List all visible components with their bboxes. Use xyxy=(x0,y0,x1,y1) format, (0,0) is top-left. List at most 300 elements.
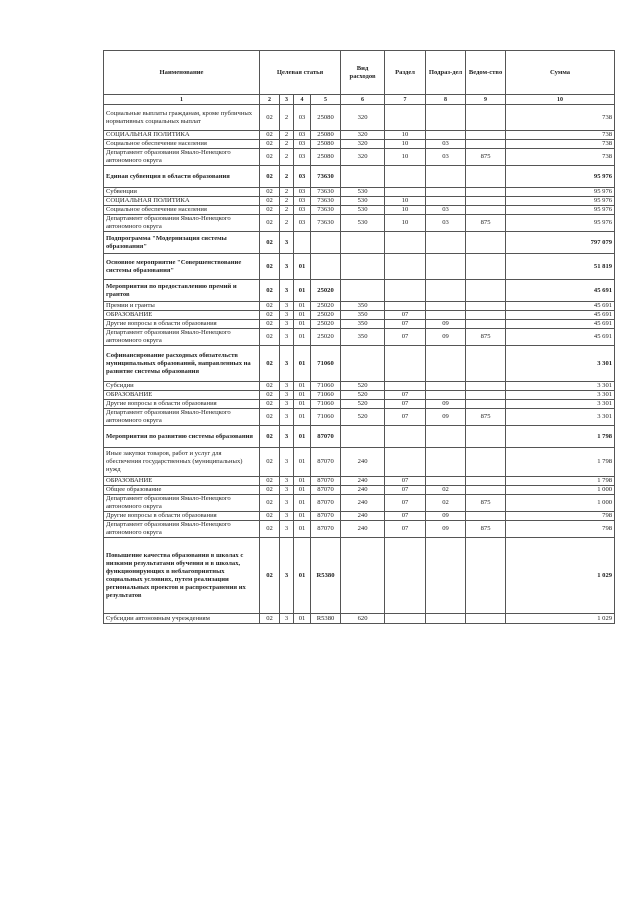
table-cell: 01 xyxy=(294,329,311,346)
table-row xyxy=(104,400,615,409)
table-cell xyxy=(426,477,466,486)
table-cell: 875 xyxy=(466,521,506,538)
table-cell: Департамент образования Ямало-Ненецкого автономного округа xyxy=(104,495,260,512)
table-cell: 01 xyxy=(294,538,311,614)
table-cell: Субсидии автономным учреждениям xyxy=(104,614,260,624)
table-cell: 45 691 xyxy=(506,302,615,311)
table-cell: 07 xyxy=(385,400,426,409)
table-cell: 01 xyxy=(294,495,311,512)
table-cell: 95 976 xyxy=(506,188,615,197)
table-cell: Социальное обеспечение населения xyxy=(104,206,260,215)
table-row xyxy=(104,232,615,254)
table-cell: 240 xyxy=(341,495,385,512)
table-cell: 3 301 xyxy=(506,409,615,426)
table-cell: ОБРАЗОВАНИЕ xyxy=(104,477,260,486)
table-cell: 1 029 xyxy=(506,614,615,624)
table-cell: 07 xyxy=(385,409,426,426)
table-cell: 03 xyxy=(426,206,466,215)
table-cell: 02 xyxy=(260,477,280,486)
table-cell: 320 xyxy=(341,140,385,149)
table-cell: 87070 xyxy=(311,495,341,512)
header-row xyxy=(104,51,615,95)
table-cell: 09 xyxy=(426,512,466,521)
table-cell: 73630 xyxy=(311,215,341,232)
table-row xyxy=(104,215,615,232)
table-cell: 240 xyxy=(341,477,385,486)
table-cell: 02 xyxy=(260,131,280,140)
header-target: Целевая статья xyxy=(260,51,341,95)
table-cell: 875 xyxy=(466,409,506,426)
budget-table xyxy=(103,50,615,624)
table-cell: Общее образование xyxy=(104,486,260,495)
table-cell xyxy=(426,614,466,624)
table-cell: 51 819 xyxy=(506,254,615,280)
table-cell: Другие вопросы в области образования xyxy=(104,400,260,409)
table-row xyxy=(104,382,615,391)
table-cell: 02 xyxy=(426,486,466,495)
table-cell: 03 xyxy=(294,197,311,206)
column-number: 10 xyxy=(506,95,615,105)
table-cell: 3 xyxy=(280,448,294,477)
table-cell: 3 xyxy=(280,280,294,302)
table-cell: 03 xyxy=(294,131,311,140)
table-cell: 02 xyxy=(260,188,280,197)
table-row xyxy=(104,166,615,188)
table-cell xyxy=(466,197,506,206)
table-cell: Субвенции xyxy=(104,188,260,197)
table-cell xyxy=(426,391,466,400)
table-cell: 3 xyxy=(280,512,294,521)
table-cell: 01 xyxy=(294,614,311,624)
table-row xyxy=(104,105,615,131)
table-cell xyxy=(466,400,506,409)
table-cell: 01 xyxy=(294,400,311,409)
table-cell: 09 xyxy=(426,409,466,426)
table-cell: 07 xyxy=(385,486,426,495)
table-cell: 73630 xyxy=(311,166,341,188)
table-cell: 2 xyxy=(280,197,294,206)
table-cell: 25080 xyxy=(311,105,341,131)
table-cell: 240 xyxy=(341,448,385,477)
table-cell: 738 xyxy=(506,149,615,166)
table-cell: 02 xyxy=(260,521,280,538)
table-cell: 73630 xyxy=(311,206,341,215)
table-cell xyxy=(385,382,426,391)
table-cell: Департамент образования Ямало-Ненецкого автономного округа xyxy=(104,409,260,426)
table-cell: 02 xyxy=(260,614,280,624)
table-cell: 25020 xyxy=(311,311,341,320)
table-cell: 738 xyxy=(506,140,615,149)
table-cell: 620 xyxy=(341,614,385,624)
table-cell xyxy=(426,280,466,302)
table-cell xyxy=(466,280,506,302)
table-cell: 45 691 xyxy=(506,311,615,320)
table-cell: 07 xyxy=(385,521,426,538)
table-cell: 02 xyxy=(260,206,280,215)
table-cell: 875 xyxy=(466,329,506,346)
table-cell: 530 xyxy=(341,215,385,232)
table-cell: Мероприятия по развитию системы образования xyxy=(104,426,260,448)
table-cell: 73630 xyxy=(311,188,341,197)
column-number: 3 xyxy=(280,95,294,105)
table-cell: 320 xyxy=(341,149,385,166)
table-row xyxy=(104,302,615,311)
table-cell: 738 xyxy=(506,131,615,140)
table-cell: 01 xyxy=(294,320,311,329)
table-cell: Иные закупки товаров, работ и услуг для обеспечения государственных (муниципальных) нужд xyxy=(104,448,260,477)
table-cell: 95 976 xyxy=(506,166,615,188)
table-cell xyxy=(466,448,506,477)
table-cell: 520 xyxy=(341,409,385,426)
table-cell: 03 xyxy=(294,215,311,232)
column-number: 6 xyxy=(341,95,385,105)
table-row xyxy=(104,197,615,206)
table-cell xyxy=(466,311,506,320)
table-cell: 350 xyxy=(341,311,385,320)
table-cell: 25020 xyxy=(311,329,341,346)
table-cell xyxy=(341,232,385,254)
header-dept: Ведом-ство xyxy=(466,51,506,95)
table-row xyxy=(104,329,615,346)
table-cell: 3 xyxy=(280,538,294,614)
table-cell: 3 xyxy=(280,346,294,382)
table-cell xyxy=(466,302,506,311)
table-cell: 07 xyxy=(385,512,426,521)
table-cell: 03 xyxy=(294,149,311,166)
table-cell: 1 000 xyxy=(506,495,615,512)
table-cell: 01 xyxy=(294,311,311,320)
table-cell: 87070 xyxy=(311,486,341,495)
table-cell xyxy=(341,346,385,382)
table-cell: 1 798 xyxy=(506,426,615,448)
table-cell xyxy=(385,232,426,254)
table-cell xyxy=(385,166,426,188)
table-cell: 87070 xyxy=(311,477,341,486)
table-cell: 07 xyxy=(385,329,426,346)
table-cell: 02 xyxy=(260,329,280,346)
table-cell: 240 xyxy=(341,486,385,495)
table-cell: 02 xyxy=(260,346,280,382)
table-cell xyxy=(426,302,466,311)
table-cell: 02 xyxy=(260,391,280,400)
table-cell: 02 xyxy=(260,166,280,188)
table-cell: 02 xyxy=(260,280,280,302)
table-row xyxy=(104,280,615,302)
table-cell: 3 xyxy=(280,400,294,409)
table-row xyxy=(104,614,615,624)
table-cell: Основное мероприятие "Совершенствование системы образования" xyxy=(104,254,260,280)
column-number: 2 xyxy=(260,95,280,105)
table-cell: 875 xyxy=(466,495,506,512)
table-cell xyxy=(341,254,385,280)
table-cell: 02 xyxy=(260,140,280,149)
table-row xyxy=(104,320,615,329)
table-cell: 10 xyxy=(385,206,426,215)
table-cell: 02 xyxy=(260,495,280,512)
table-cell: 01 xyxy=(294,477,311,486)
table-cell: 02 xyxy=(260,448,280,477)
table-cell: 350 xyxy=(341,329,385,346)
column-number: 8 xyxy=(426,95,466,105)
table-cell: Единая субвенция в области образования xyxy=(104,166,260,188)
table-cell: 3 301 xyxy=(506,346,615,382)
table-cell xyxy=(341,426,385,448)
table-cell: 87070 xyxy=(311,512,341,521)
table-cell xyxy=(466,538,506,614)
table-row xyxy=(104,512,615,521)
table-cell xyxy=(385,188,426,197)
table-cell: 3 301 xyxy=(506,391,615,400)
table-cell: 71060 xyxy=(311,346,341,382)
header-kind: Вид расходов xyxy=(341,51,385,95)
table-cell: R5380 xyxy=(311,614,341,624)
table-cell: 738 xyxy=(506,105,615,131)
table-cell: 25020 xyxy=(311,302,341,311)
table-cell xyxy=(426,197,466,206)
table-cell xyxy=(466,320,506,329)
table-cell: 25020 xyxy=(311,320,341,329)
table-cell xyxy=(466,131,506,140)
table-body xyxy=(104,105,615,624)
table-cell: 3 xyxy=(280,486,294,495)
table-cell: 3 301 xyxy=(506,400,615,409)
table-cell: 03 xyxy=(294,140,311,149)
table-cell: 07 xyxy=(385,391,426,400)
table-cell xyxy=(426,131,466,140)
table-cell: 240 xyxy=(341,512,385,521)
table-cell xyxy=(341,280,385,302)
table-cell: 3 xyxy=(280,302,294,311)
header-sum: Сумма xyxy=(506,51,615,95)
table-cell: 03 xyxy=(426,140,466,149)
table-cell xyxy=(466,166,506,188)
table-cell: 02 xyxy=(260,215,280,232)
table-cell: 01 xyxy=(294,302,311,311)
table-cell: Другие вопросы в области образования xyxy=(104,320,260,329)
table-cell: 25020 xyxy=(311,280,341,302)
table-cell: 45 691 xyxy=(506,280,615,302)
table-cell: 02 xyxy=(260,320,280,329)
table-cell: ОБРАЗОВАНИЕ xyxy=(104,311,260,320)
table-cell: Департамент образования Ямало-Ненецкого автономного округа xyxy=(104,215,260,232)
table-cell: 01 xyxy=(294,409,311,426)
table-cell xyxy=(466,105,506,131)
table-cell: 95 976 xyxy=(506,215,615,232)
table-cell: 10 xyxy=(385,140,426,149)
table-cell: 73630 xyxy=(311,197,341,206)
table-cell xyxy=(385,280,426,302)
header-subsection: Подраз-дел xyxy=(426,51,466,95)
table-cell: 3 xyxy=(280,232,294,254)
table-cell xyxy=(466,254,506,280)
table-row xyxy=(104,131,615,140)
table-cell xyxy=(341,538,385,614)
table-cell: 2 xyxy=(280,131,294,140)
table-cell: 02 xyxy=(260,409,280,426)
table-cell xyxy=(466,614,506,624)
table-row xyxy=(104,311,615,320)
table-cell xyxy=(426,346,466,382)
table-cell xyxy=(385,426,426,448)
table-cell: 02 xyxy=(260,149,280,166)
table-cell: 71060 xyxy=(311,382,341,391)
table-cell: 02 xyxy=(260,538,280,614)
table-cell: 3 xyxy=(280,477,294,486)
table-cell xyxy=(385,346,426,382)
column-number: 5 xyxy=(311,95,341,105)
table-row xyxy=(104,495,615,512)
table-cell: 07 xyxy=(385,495,426,512)
table-cell: 02 xyxy=(426,495,466,512)
table-cell: 71060 xyxy=(311,409,341,426)
table-cell: 01 xyxy=(294,486,311,495)
table-cell: 01 xyxy=(294,426,311,448)
table-cell: Социальные выплаты гражданам, кроме публичных нормативных социальных выплат xyxy=(104,105,260,131)
table-cell xyxy=(426,254,466,280)
table-cell xyxy=(466,188,506,197)
table-cell: 1 000 xyxy=(506,486,615,495)
table-cell: 520 xyxy=(341,382,385,391)
table-cell: 240 xyxy=(341,521,385,538)
table-cell: 87070 xyxy=(311,448,341,477)
table-cell: СОЦИАЛЬНАЯ ПОЛИТИКА xyxy=(104,131,260,140)
table-cell: 10 xyxy=(385,215,426,232)
column-number: 4 xyxy=(294,95,311,105)
header-name: Наименование xyxy=(104,51,260,95)
table-cell xyxy=(466,426,506,448)
table-cell: 2 xyxy=(280,166,294,188)
table-cell: 25080 xyxy=(311,149,341,166)
table-cell: 02 xyxy=(260,400,280,409)
table-cell: 2 xyxy=(280,105,294,131)
table-cell: 01 xyxy=(294,346,311,382)
table-row xyxy=(104,486,615,495)
table-cell: 03 xyxy=(426,215,466,232)
table-cell: СОЦИАЛЬНАЯ ПОЛИТИКА xyxy=(104,197,260,206)
table-cell: Субсидии xyxy=(104,382,260,391)
table-cell: Подпрограмма "Модернизация системы образования" xyxy=(104,232,260,254)
table-cell xyxy=(426,105,466,131)
table-cell: 2 xyxy=(280,140,294,149)
table-cell: 01 xyxy=(294,512,311,521)
column-number-row xyxy=(104,95,615,105)
table-cell: 3 xyxy=(280,426,294,448)
table-cell: 03 xyxy=(426,149,466,166)
table-cell: 03 xyxy=(294,166,311,188)
table-cell: 03 xyxy=(294,188,311,197)
table-cell xyxy=(466,382,506,391)
table-cell: 3 xyxy=(280,409,294,426)
table-cell: 3 xyxy=(280,382,294,391)
table-cell: 02 xyxy=(260,232,280,254)
table-cell: 87070 xyxy=(311,521,341,538)
table-cell: 02 xyxy=(260,105,280,131)
table-cell: 07 xyxy=(385,311,426,320)
table-row xyxy=(104,477,615,486)
table-row xyxy=(104,149,615,166)
table-cell: 25080 xyxy=(311,131,341,140)
table-cell: 797 079 xyxy=(506,232,615,254)
table-row xyxy=(104,448,615,477)
table-cell: 02 xyxy=(260,486,280,495)
table-cell: 01 xyxy=(294,448,311,477)
table-cell: 02 xyxy=(260,426,280,448)
table-cell xyxy=(385,254,426,280)
table-cell: 10 xyxy=(385,197,426,206)
table-cell: 07 xyxy=(385,477,426,486)
column-number: 1 xyxy=(104,95,260,105)
table-cell: 09 xyxy=(426,329,466,346)
table-cell: 10 xyxy=(385,149,426,166)
table-cell: Софинансирование расходных обязательств муниципальных образований, направленных на развитие системы образования xyxy=(104,346,260,382)
table-cell: 03 xyxy=(294,105,311,131)
table-cell xyxy=(385,105,426,131)
table-cell: Мероприятия по предоставлению премий и грантов xyxy=(104,280,260,302)
table-cell: 02 xyxy=(260,382,280,391)
table-cell: R5380 xyxy=(311,538,341,614)
table-cell: 798 xyxy=(506,521,615,538)
table-cell: Департамент образования Ямало-Ненецкого автономного округа xyxy=(104,521,260,538)
table-cell: 87070 xyxy=(311,426,341,448)
table-cell: Премии и гранты xyxy=(104,302,260,311)
table-cell: Повышение качества образования в школах с низкими результатами обучения и в школах, функционирующих в неблагоприятных социальных условиях, путем реализации региональных проектов и распространения их результатов xyxy=(104,538,260,614)
table-row xyxy=(104,206,615,215)
table-cell: 350 xyxy=(341,320,385,329)
table-cell: 95 976 xyxy=(506,206,615,215)
table-cell: 3 xyxy=(280,391,294,400)
table-cell: 01 xyxy=(294,391,311,400)
column-number: 9 xyxy=(466,95,506,105)
table-cell xyxy=(466,346,506,382)
table-cell: 520 xyxy=(341,391,385,400)
table-cell: 71060 xyxy=(311,400,341,409)
table-row xyxy=(104,409,615,426)
table-cell: 3 xyxy=(280,329,294,346)
table-cell: 01 xyxy=(294,382,311,391)
table-row xyxy=(104,254,615,280)
table-cell xyxy=(426,538,466,614)
table-cell: 2 xyxy=(280,188,294,197)
table-cell: 1 798 xyxy=(506,448,615,477)
table-cell: 2 xyxy=(280,215,294,232)
table-cell: 10 xyxy=(385,131,426,140)
table-cell: 350 xyxy=(341,302,385,311)
column-number: 7 xyxy=(385,95,426,105)
table-cell: 02 xyxy=(260,311,280,320)
table-cell: 3 xyxy=(280,311,294,320)
table-row xyxy=(104,188,615,197)
table-cell: 798 xyxy=(506,512,615,521)
table-cell xyxy=(426,448,466,477)
table-cell: 3 301 xyxy=(506,382,615,391)
table-cell: 45 691 xyxy=(506,329,615,346)
table-cell: 875 xyxy=(466,215,506,232)
table-cell xyxy=(466,477,506,486)
table-cell: 3 xyxy=(280,614,294,624)
table-cell: 09 xyxy=(426,400,466,409)
table-cell: 95 976 xyxy=(506,197,615,206)
table-row xyxy=(104,346,615,382)
table-cell xyxy=(426,232,466,254)
table-cell: ОБРАЗОВАНИЕ xyxy=(104,391,260,400)
table-cell xyxy=(466,232,506,254)
header-section: Раздел xyxy=(385,51,426,95)
table-cell: 09 xyxy=(426,521,466,538)
table-cell: 02 xyxy=(260,302,280,311)
table-row xyxy=(104,538,615,614)
table-cell: 320 xyxy=(341,105,385,131)
table-cell: 01 xyxy=(294,254,311,280)
